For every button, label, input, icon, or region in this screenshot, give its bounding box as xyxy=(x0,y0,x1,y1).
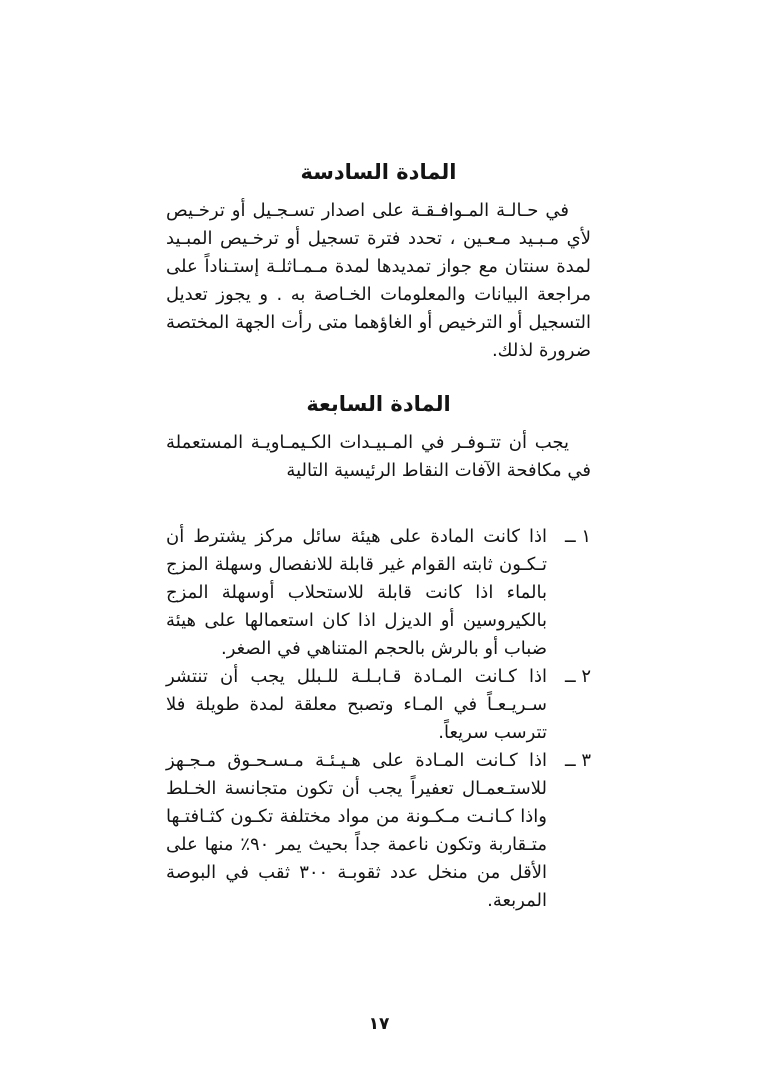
item-3-text: اذا كـانت المـادة على هـيـئـة مـسـحـوق مـجـهز للاستـعمـال تعفيراً يجب أن تكون متجانسة الخـلط واذا كـانـت مـكـونة من مواد مختلفة تكـون كثـافتـها متـقاربة وتكون ناعمة جداً بحيث يمر ٩٠٪ منها على الأقل من منخل عدد ثقوبـة ٣٠٠ ثقب في البوصة المربعة. xyxy=(166,750,547,911)
requirements-list xyxy=(166,523,591,915)
article-six-heading: المادة السادسة xyxy=(300,160,457,184)
article-seven-intro: يجب أن تتـوفـر في المـبيـدات الكـيمـاويـة المستعملة في مكافحة الآفات النقاط الرئيسية التالية xyxy=(166,432,591,481)
list-item-2 xyxy=(166,663,591,747)
list-item-1 xyxy=(166,523,591,663)
item-2-text: اذا كـانت المـادة قـابـلـة للـبلل يجب أن تنتشر سـريـعـاً في المـاء وتصبح معلقة لمدة طويلة فلا تترسب سريعاً. xyxy=(166,666,547,743)
item-1-number: ١ ــ xyxy=(565,526,591,547)
article-seven-heading: المادة السابعة xyxy=(306,392,451,416)
item-1-text: اذا كانت المادة على هيئة سائل مركز يشترط أن تـكـون ثابته القوام غير قابلة للانفصال وسهلة المزج بالماء اذا كانت قابلة للاستحلاب أوسهلة المزج بالكيروسين أو الديزل اذا كان استعمالها على هيئة ضباب أو بالرش بالحجم المتناهي في الصغر. xyxy=(166,526,547,659)
page-number: ١٧ xyxy=(368,1014,390,1034)
item-2-number: ٢ ــ xyxy=(565,666,591,687)
item-3-number: ٣ ــ xyxy=(565,750,591,771)
list-item-3 xyxy=(166,747,591,915)
article-six-body: في حـالـة المـوافـقـة على اصدار تسـجـيل أو ترخـيص لأي مـبـيد مـعـين ، تحدد فترة تسجيل أو ترخـيص المبـيد لمدة سنتان مع جواز تمديدها لمدة مـمـاثلـة إستـناداً على مراجعة البيانات والمعلومات الخـاصة به . و يجوز تعديل التسجيل أو الترخيص أو الغاؤهما متى رأت الجهة المختصة ضرورة لذلك. xyxy=(166,200,591,361)
page-content xyxy=(166,160,591,915)
